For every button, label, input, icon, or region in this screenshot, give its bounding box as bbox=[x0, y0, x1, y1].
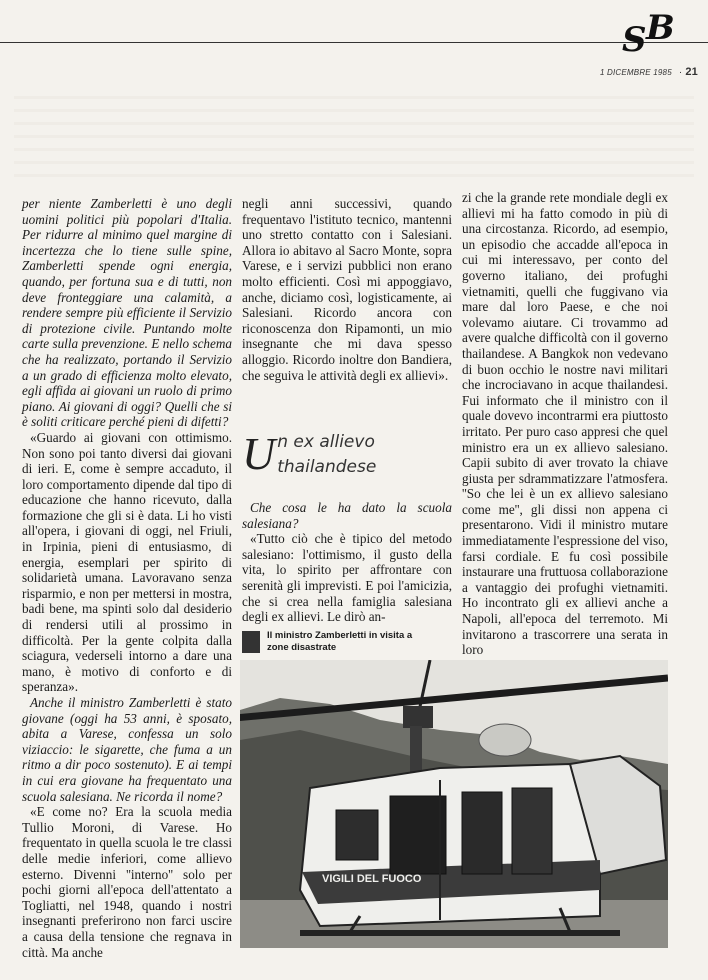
helicopter-illustration bbox=[240, 660, 668, 948]
question-paragraph: Che cosa le ha dato la scuola salesiana? bbox=[242, 500, 452, 531]
photo-caption bbox=[242, 630, 422, 654]
column-3 bbox=[462, 190, 668, 658]
heading-text: n ex allievo thailandese bbox=[277, 432, 377, 477]
show-through-text bbox=[14, 86, 694, 186]
page-number: 21 bbox=[685, 66, 698, 78]
column-2-lower bbox=[242, 500, 452, 625]
helicopter-photo bbox=[240, 660, 668, 948]
heading-initial: U bbox=[242, 428, 276, 479]
column-2 bbox=[242, 196, 452, 383]
issue-date: 1 DICEMBRE 1985 bbox=[599, 68, 672, 77]
logo-letter-b: B bbox=[646, 8, 675, 48]
logo-letter-s: S bbox=[622, 20, 647, 60]
helicopter-marking: VIGILI DEL FUOCO bbox=[322, 873, 422, 885]
folio bbox=[600, 66, 698, 78]
folio-separator: · bbox=[678, 67, 683, 78]
caption-text: Il ministro Zamberletti in visita a zone disastrate bbox=[267, 630, 413, 653]
column-1 bbox=[22, 196, 232, 960]
column-3-text: zi che la grande rete mondiale degli ex allievi mi ha fatto comodo in più di una circostanza. Ricordo, ad esempio, un episodio che accadde all'epoca in cui mi interessavo, per conto del governo italiano, dei profughi vietnamiti, quelli che fuggivano via mare dal loro Paese, e che noi volevamo aiutare. Ci trovammo ad avere qualche difficoltà con il governo thailandese. A Bangkok non vedevano di buon occhio le nostre navi militari che incrociavano in acque thailandesi. Fui informato che il ministro con il quale dovevo incontrarmi era piuttosto irritato. Per puro caso appresi che quel ministro era un ex allievo salesiano. Capii subito di aver trovato la chiave giusta per sdrammatizzare l'atmosfera. ''So che lei è un ex allievo salesiano come me'', gli dissi non appena ci presentarono. Vidi il ministro mutare immediatamente l'espressione del viso, farsi cordiale. E fu così possibile instaurare una fruttuosa collaborazione a vantaggio dei profughi vietnamiti. Ho incontrato gli ex allievi anche a Napoli, all'epoca del terremoto. Mi invitarono a trascorrere una serata in loro bbox=[462, 190, 668, 658]
column-2-text: negli anni successivi, quando frequentavo l'istituto tecnico, mantenni uno stretto contatto con i Salesiani. Allora io abitavo al Sacro Monte, sopra Varese, e i servizi pubblici non erano molto efficienti. Così mi appoggiavo, anche, diciamo così, logisticamente, ai Salesiani. Ricordo ancora con riconoscenza don Ripamonti, un mio insegnante che mi dava spesso alloggio. Ricordo inoltre don Bandiera, che seguiva le attività degli ex allievi». bbox=[242, 196, 452, 383]
caption-marker bbox=[242, 631, 260, 653]
top-rule bbox=[0, 42, 708, 43]
question-paragraph: Anche il ministro Zamberletti è stato giovane (oggi ha 53 anni, è sposato, abita a Varese, confessa un solo viziaccio: le sigarette, che fuma a un ritmo a dir poco sostenuto). E ai tempi in cui era giovane ha frequentato una scuola salesiana. Ne ricorda il nome? bbox=[22, 695, 232, 804]
answer-paragraph: «Tutto ciò che è tipico del metodo salesiano: l'ottimismo, il gusto della vita, lo spirito per affrontare con serenità gli imprevisti. E poi l'amicizia, che si crea nella famiglia salesiana degli ex allievi. Le dirò an- bbox=[242, 531, 452, 625]
answer-paragraph: «Guardo ai giovani con ottimismo. Non sono poi tanto diversi dai giovani di ieri. E, come è sempre accaduto, il loro comportamento dipende dal tipo di educazione che hanno ricevuto, dalla formazione che gli si è data. Li ho visti all'opera, i giovani di oggi, nel Friuli, in Irpinia, pieni di entusiasmo, di energia, esemplari per spirito di solidarietà umana. Lavoravano senza risparmio, e non per mettersi in mostra, badi bene, ma spinti solo dal desiderio di rendersi utili al prossimo in difficoltà. Per la gente colpita dalla sciagura, vederseli intorno a dare una mano, è motivo di conforto e di speranza». bbox=[22, 429, 232, 695]
section-heading bbox=[242, 430, 452, 480]
intro-paragraph: per niente Zamberletti è uno degli uomini politici più popolari d'Italia. Per ridurre al minimo quel margine di incertezza che lo tiene sulle spine, Zamberletti spende ogni energia, quando, per fortuna sua e di tutti, non deve fronteggiare una calamità, a rendere sempre più efficiente il Servizio di protezione civile. Puntando molte carte sulla prevenzione. E nello schema che ha realizzato, portando il Servizio a un grado di efficienza molto elevato, egli affida ai giovani un ruolo di primo piano. Ai giovani di oggi? Quelli che si è soliti criticare perché pieni di difetti? bbox=[22, 196, 232, 430]
answer-paragraph: «E come no? Era la scuola media Tullio Moroni, di Varese. Ho frequentato in quella scuola le tre classi delle medie inferiori, come allievo esterno. Divenni ''interno'' solo per pochi giorni all'epoca dell'attentato a Togliatti, nel 1948, quando i nostri insegnanti preferirono non farci uscire a causa della tensione che regnava in città. Ma anche bbox=[22, 804, 232, 960]
sb-logo bbox=[622, 8, 702, 58]
